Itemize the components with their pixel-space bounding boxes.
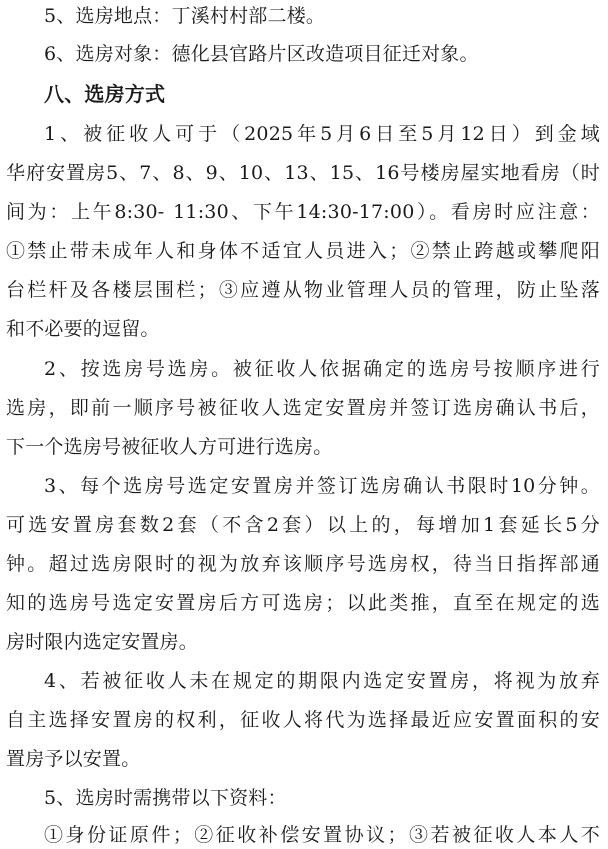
text-line-item1-c: 间为：上午8:30- 11:30、下午14:30-17:00）。看房时应注意： — [6, 201, 600, 223]
text-line-item5-b: ①身份证原件；②征收补偿安置协议；③若被征收人本人不 — [44, 824, 600, 846]
text-line-item3-b: 可选安置房套数2套（不含2套）以上的，每增加1套延长5分 — [6, 514, 600, 536]
text-line-item1-f: 和不必要的逗留。 — [6, 318, 160, 340]
text-line-item1-d: ①禁止带未成年人和身体不适宜人员进入；②禁止跨越或攀爬阳 — [6, 240, 600, 262]
text-line-item3-d: 知的选房号选定安置房后方可选房；以此类推，直至在规定的选 — [6, 592, 600, 614]
text-line-item4-a: 4、若被征收人未在规定的期限内选定安置房，将视为放弃 — [44, 670, 600, 692]
text-line-item3-a: 3、每个选房号选定安置房并签订选房确认书限时10分钟。 — [44, 475, 600, 497]
text-line-target: 6、选房对象：德化县官路片区改造项目征迁对象。 — [44, 43, 479, 65]
text-line-item2-b: 选房，即前一顺序号被征收人选定安置房并签订选房确认书后， — [6, 397, 600, 419]
text-line-location: 5、选房地点：丁溪村村部二楼。 — [44, 5, 326, 27]
section-heading-selection-method: 八、选房方式 — [44, 82, 166, 106]
text-line-item2-a: 2、按选房号选房。被征收人依据确定的选房号按顺序进行 — [44, 358, 600, 380]
text-line-item5-a: 5、选房时需携带以下资料： — [44, 787, 287, 809]
text-line-item1-a: 1、被征收人可于（2025年5月6日至5月12日）到金域 — [44, 123, 600, 145]
text-line-item1-e: 台栏杆及各楼层围栏；③应遵从物业管理人员的管理，防止坠落 — [6, 279, 600, 301]
text-line-item1-b: 华府安置房5、7、8、9、10、13、15、16号楼房屋实地看房（时 — [6, 162, 600, 184]
text-line-item2-c: 下一个选房号被征收人方可进行选房。 — [6, 436, 333, 458]
text-line-item3-c: 钟。超过选房限时的视为放弃该顺序号选房权，待当日指挥部通 — [6, 553, 600, 575]
text-line-item4-b: 自主选择安置房的权利，征收人将代为选择最近应安置面积的安 — [6, 709, 600, 731]
text-line-item4-c: 置房予以安置。 — [6, 748, 141, 770]
text-line-item3-e: 房时限内选定安置房。 — [6, 631, 199, 653]
